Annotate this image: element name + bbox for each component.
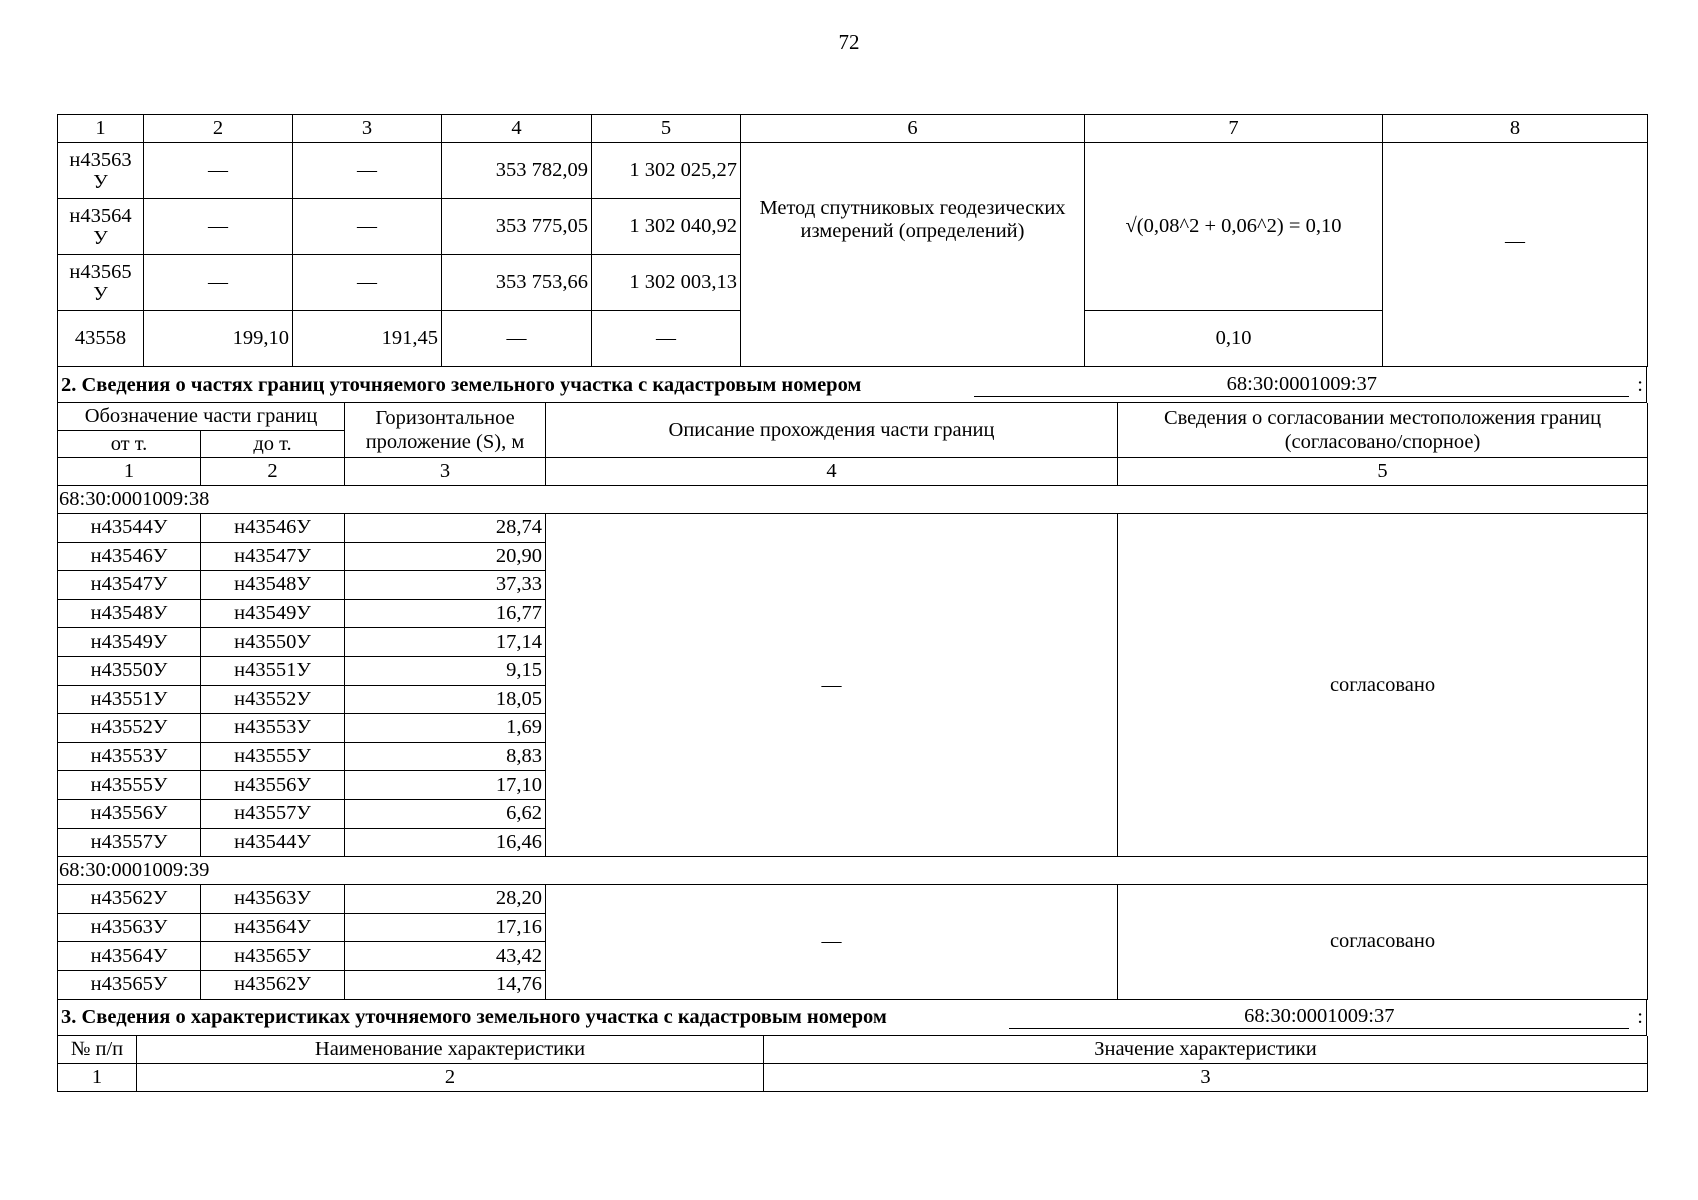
from-point: н43552У: [58, 714, 201, 743]
accuracy-formula: √(0,08^2 + 0,06^2) = 0,10: [1085, 143, 1383, 311]
value-header: Значение характеристики: [764, 1036, 1648, 1064]
section-2-title: 2. Сведения о частях границ уточняемого земельного участка с кадастровым номером: [61, 373, 862, 396]
point-id: н43564 У: [58, 199, 144, 255]
from-point: н43548У: [58, 599, 201, 628]
section-2-heading: [57, 367, 1647, 403]
accuracy-value: 0,10: [1085, 311, 1383, 367]
horizontal-distance: 17,14: [345, 628, 546, 657]
coord-y: 1 302 025,27: [592, 143, 741, 199]
from-point: н43565У: [58, 970, 201, 999]
section-3-title: 3. Сведения о характеристиках уточняемого земельного участка с кадастровым номером: [61, 1006, 887, 1028]
table-cell: —: [293, 199, 442, 255]
from-point: н43557У: [58, 828, 201, 857]
boundary-parts-table: [57, 403, 1648, 1000]
col8-cell: [1383, 143, 1648, 367]
from-point: н43556У: [58, 799, 201, 828]
num-header: № п/п: [58, 1036, 137, 1064]
from-header: от т.: [58, 431, 201, 458]
point-id: н43565 У: [58, 255, 144, 311]
horizontal-distance: 1,69: [345, 714, 546, 743]
col-number: 8: [1383, 115, 1648, 143]
from-point: н43553У: [58, 742, 201, 771]
to-point: н43551У: [201, 656, 345, 685]
to-point: н43546У: [201, 514, 345, 543]
table-cell: —: [293, 143, 442, 199]
horizontal-distance: 6,62: [345, 799, 546, 828]
to-point: н43564У: [201, 913, 345, 942]
col-number: 1: [58, 115, 144, 143]
col-number: 7: [1085, 115, 1383, 143]
to-point: н43556У: [201, 771, 345, 800]
col-number: 1: [58, 1063, 137, 1091]
column-numbers-row: [58, 1063, 1648, 1091]
coord-x: 353 753,66: [442, 255, 592, 311]
to-point: н43557У: [201, 799, 345, 828]
horizontal-distance: 17,10: [345, 771, 546, 800]
horizontal-distance: 43,42: [345, 942, 546, 971]
col-number: 3: [764, 1063, 1648, 1091]
document-body: [57, 114, 1647, 1092]
col-number: 3: [293, 115, 442, 143]
horizontal-distance: 14,76: [345, 970, 546, 999]
from-point: н43551У: [58, 685, 201, 714]
to-point: н43563У: [201, 885, 345, 914]
characteristics-table: [57, 1036, 1648, 1092]
table-cell: —: [144, 143, 293, 199]
col-number: 6: [741, 115, 1085, 143]
col-number: 4: [546, 458, 1118, 486]
table-row: [58, 514, 1648, 543]
table-row: [58, 885, 1648, 914]
table-cell: —: [144, 199, 293, 255]
column-numbers-row: [58, 115, 1648, 143]
group-label: 68:30:0001009:38: [58, 486, 1648, 514]
horizontal-distance: 28,74: [345, 514, 546, 543]
horizontal-distance: 9,15: [345, 656, 546, 685]
from-point: н43563У: [58, 913, 201, 942]
coord-y: 1 302 040,92: [592, 199, 741, 255]
agreement-cell: согласовано: [1118, 885, 1648, 999]
table-cell: —: [144, 255, 293, 311]
horizontal-distance: 28,20: [345, 885, 546, 914]
column-numbers-row: [58, 458, 1648, 486]
to-point: н43544У: [201, 828, 345, 857]
to-point: н43552У: [201, 685, 345, 714]
to-point: н43547У: [201, 542, 345, 571]
from-point: н43564У: [58, 942, 201, 971]
description-cell: —: [546, 885, 1118, 999]
horizontal-distance: 17,16: [345, 913, 546, 942]
coord-x: 353 775,05: [442, 199, 592, 255]
to-point: н43565У: [201, 942, 345, 971]
from-point: н43550У: [58, 656, 201, 685]
method-cell: [741, 143, 1085, 367]
col-number: 2: [137, 1063, 764, 1091]
coord-y: —: [592, 311, 741, 367]
group-row: [58, 857, 1648, 885]
section-2-colon: :: [1637, 373, 1643, 396]
from-point: н43547У: [58, 571, 201, 600]
group-label: 68:30:0001009:39: [58, 857, 1648, 885]
page-number: 72: [838, 30, 860, 54]
horizontal-distance: 8,83: [345, 742, 546, 771]
col-number: 1: [58, 458, 201, 486]
part-designation-header: Обозначение части границ: [58, 403, 345, 431]
to-point: н43550У: [201, 628, 345, 657]
horizontal-distance: 37,33: [345, 571, 546, 600]
section-3-heading: [57, 1000, 1647, 1036]
section-2-cadastral-number: 68:30:0001009:37: [974, 373, 1629, 397]
point-id: н43563 У: [58, 143, 144, 199]
point-id: 43558: [58, 311, 144, 367]
to-point: н43553У: [201, 714, 345, 743]
col-number: 5: [1118, 458, 1648, 486]
section-3-cadastral-number: 68:30:0001009:37: [1009, 1005, 1629, 1029]
table-cell: —: [293, 255, 442, 311]
coord-y: 1 302 003,13: [592, 255, 741, 311]
coordinates-table: [57, 114, 1648, 367]
description-cell: —: [546, 514, 1118, 857]
from-point: н43555У: [58, 771, 201, 800]
horizontal-header: Горизонтальное проложение (S), м: [345, 403, 546, 458]
to-point: н43555У: [201, 742, 345, 771]
group-row: [58, 486, 1648, 514]
col-number: 2: [201, 458, 345, 486]
to-point: н43549У: [201, 599, 345, 628]
horizontal-distance: 16,77: [345, 599, 546, 628]
description-header: Описание прохождения части границ: [546, 403, 1118, 458]
from-point: н43549У: [58, 628, 201, 657]
col-number: 4: [442, 115, 592, 143]
table-row: [58, 143, 1648, 199]
agreement-cell: согласовано: [1118, 514, 1648, 857]
table-cell: 191,45: [293, 311, 442, 367]
coord-x: 353 782,09: [442, 143, 592, 199]
from-point: н43562У: [58, 885, 201, 914]
from-point: н43546У: [58, 542, 201, 571]
coord-x: —: [442, 311, 592, 367]
method-text: Метод спутниковых геодезических измерений (определений): [759, 196, 1066, 242]
col-number: 3: [345, 458, 546, 486]
horizontal-distance: 18,05: [345, 685, 546, 714]
horizontal-distance: 16,46: [345, 828, 546, 857]
col8-value: —: [1505, 229, 1525, 252]
to-point: н43548У: [201, 571, 345, 600]
agreement-header: Сведения о согласовании местоположения границ (согласовано/спорное): [1118, 403, 1648, 458]
to-point: н43562У: [201, 970, 345, 999]
from-point: н43544У: [58, 514, 201, 543]
horizontal-distance: 20,90: [345, 542, 546, 571]
col-number: 2: [144, 115, 293, 143]
to-header: до т.: [201, 431, 345, 458]
section-3-colon: :: [1637, 1006, 1643, 1028]
name-header: Наименование характеристики: [137, 1036, 764, 1064]
col-number: 5: [592, 115, 741, 143]
table-cell: 199,10: [144, 311, 293, 367]
